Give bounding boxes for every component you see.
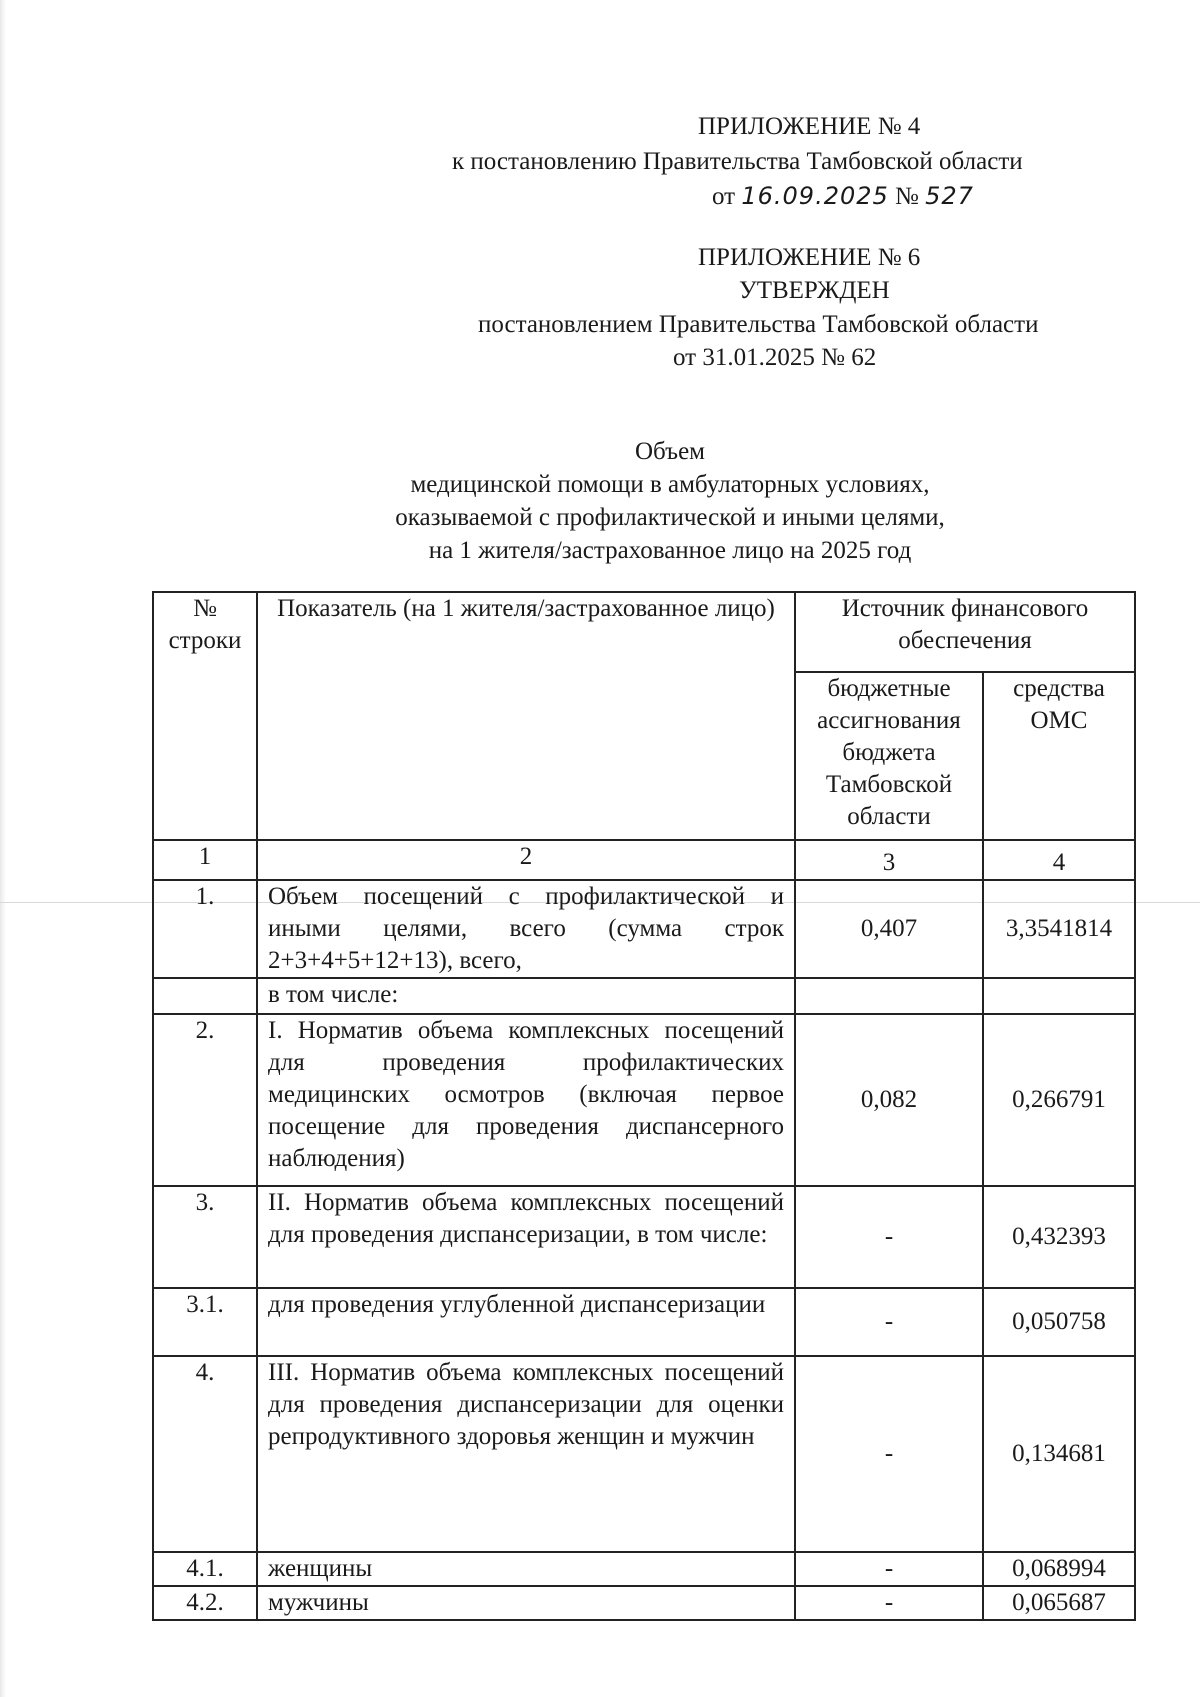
row-indicator: Объем посещений с профилактической и иными целями, всего (сумма строк 2+3+4+5+12+13), всего, <box>257 880 795 978</box>
title-line-2: медицинской помощи в амбулаторных условиях, <box>410 471 930 498</box>
approved-date-line: от 31.01.2025 № 62 <box>673 344 877 371</box>
row-number: 4.1. <box>153 1552 257 1586</box>
row-indicator: III. Норматив объема комплексных посещений для проведения диспансеризации для оценки репродуктивного здоровья женщин и мужчин <box>257 1356 795 1552</box>
table-row <box>153 1014 1135 1186</box>
row-number <box>153 978 257 1014</box>
row-budget-value: - <box>795 1288 983 1356</box>
handwritten-number: 527 <box>925 182 974 210</box>
table-row <box>153 1356 1135 1552</box>
table-row <box>153 1288 1135 1356</box>
row-indicator: II. Норматив объема комплексных посещений для проведения диспансеризации, в том числе: <box>257 1186 795 1288</box>
appendix-4-resolution-line: к постановлению Правительства Тамбовской области <box>452 148 1023 175</box>
row-indicator: для проведения углубленной диспансеризации <box>257 1288 795 1356</box>
number-label: № <box>895 183 919 210</box>
row-number: 4. <box>153 1356 257 1552</box>
row-indicator: женщины <box>257 1552 795 1586</box>
appendix-6-heading: ПРИЛОЖЕНИЕ № 6 <box>698 244 921 271</box>
approved-heading: УТВЕРЖДЕН <box>739 277 890 304</box>
volume-table <box>152 591 1136 1621</box>
row-oms-value: 0,134681 <box>983 1356 1135 1552</box>
column-number: 2 <box>257 840 795 880</box>
column-number: 1 <box>153 840 257 880</box>
row-oms-value: 0,068994 <box>983 1552 1135 1586</box>
header-row-number: № строки <box>153 592 257 840</box>
row-budget-value: - <box>795 1186 983 1288</box>
column-number: 3 <box>795 840 983 880</box>
row-number: 3. <box>153 1186 257 1288</box>
row-number: 2. <box>153 1014 257 1186</box>
row-number: 3.1. <box>153 1288 257 1356</box>
column-number: 4 <box>983 840 1135 880</box>
table-row <box>153 880 1135 978</box>
table-row <box>153 1552 1135 1586</box>
row-budget-value: 0,082 <box>795 1014 983 1186</box>
row-oms-value: 3,3541814 <box>983 880 1135 978</box>
handwritten-date: 16.09.2025 <box>741 182 889 210</box>
row-budget-value: - <box>795 1552 983 1586</box>
row-budget-value: 0,407 <box>795 880 983 978</box>
row-oms-value: 0,050758 <box>983 1288 1135 1356</box>
row-oms-value: 0,266791 <box>983 1014 1135 1186</box>
row-number: 4.2. <box>153 1586 257 1620</box>
document-title <box>250 435 1090 567</box>
from-label: от <box>712 183 736 210</box>
title-line-3: оказываемой с профилактической и иными целями, <box>395 504 945 531</box>
header-budget: бюджетные ассигнования бюджета Тамбовской области <box>795 672 983 840</box>
row-budget-value <box>795 978 983 1014</box>
appendix-4-date-line <box>712 180 974 213</box>
approved-by-line: постановлением Правительства Тамбовской области <box>478 311 1039 338</box>
row-budget-value: - <box>795 1356 983 1552</box>
row-indicator: в том числе: <box>257 978 795 1014</box>
row-oms-value: 0,065687 <box>983 1586 1135 1620</box>
row-indicator: мужчины <box>257 1586 795 1620</box>
table-row <box>153 1186 1135 1288</box>
header-indicator: Показатель (на 1 жителя/застрахованное лицо) <box>257 592 795 840</box>
scan-edge <box>0 0 6 1697</box>
appendix-4-heading: ПРИЛОЖЕНИЕ № 4 <box>698 113 921 140</box>
title-line-1: Объем <box>635 438 705 465</box>
header-oms: средства ОМС <box>983 672 1135 840</box>
row-indicator: I. Норматив объема комплексных посещений для проведения профилактических медицинских осмотров (включая первое посещение для проведения диспансерного наблюдения) <box>257 1014 795 1186</box>
header-funding-source: Источник финансового обеспечения <box>795 592 1135 672</box>
table-row <box>153 978 1135 1014</box>
row-oms-value <box>983 978 1135 1014</box>
table-row <box>153 1586 1135 1620</box>
row-number: 1. <box>153 880 257 978</box>
row-budget-value: - <box>795 1586 983 1620</box>
column-number-row <box>153 840 1135 880</box>
row-oms-value: 0,432393 <box>983 1186 1135 1288</box>
title-line-4: на 1 жителя/застрахованное лицо на 2025 год <box>428 537 912 564</box>
